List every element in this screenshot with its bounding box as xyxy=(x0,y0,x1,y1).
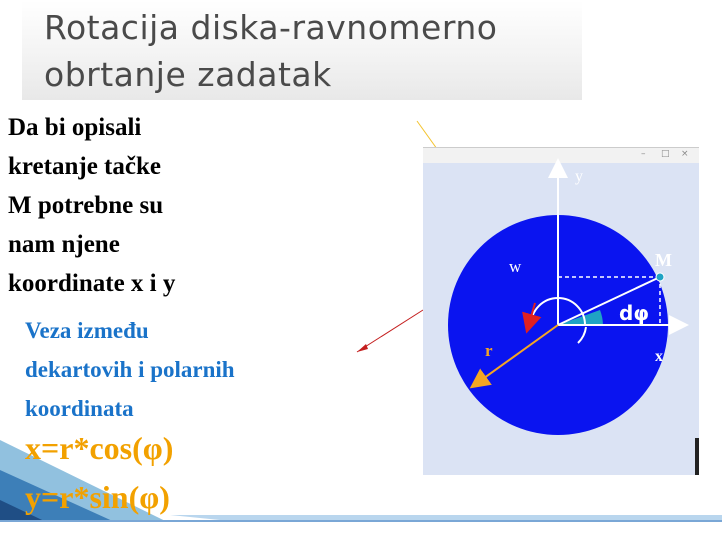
intro-line: kretanje tačke xyxy=(8,153,161,180)
label-y: y xyxy=(575,168,583,185)
relation-line: koordinata xyxy=(25,396,134,421)
slide-title: Rotacija diska-ravnomerno obrtanje zadatak xyxy=(44,8,498,94)
label-w: w xyxy=(509,257,522,276)
formula-y: y=r*sin(φ) xyxy=(25,479,170,515)
relation-line: Veza između xyxy=(25,318,149,343)
intro-line: Da bi opisali xyxy=(8,114,142,141)
relation-line: dekartovih i polarnih xyxy=(25,357,235,382)
label-dphi: dφ xyxy=(619,301,649,325)
intro-line: nam njene xyxy=(8,231,120,258)
intro-line: koordinate x i y xyxy=(8,270,176,297)
intro-line: M potrebne su xyxy=(8,192,164,219)
disk-diagram xyxy=(423,148,699,475)
label-r: r xyxy=(485,341,493,360)
intro-text xyxy=(8,108,278,303)
formula-x: x=r*cos(φ) xyxy=(25,430,174,466)
maximize-icon[interactable]: □ xyxy=(661,149,670,159)
window-edge xyxy=(695,438,699,475)
close-icon[interactable]: × xyxy=(681,149,689,159)
minimize-icon[interactable]: – xyxy=(641,149,646,159)
label-m: M xyxy=(655,250,672,270)
diagram-window xyxy=(423,147,699,475)
label-x: x xyxy=(655,348,663,365)
relation-text xyxy=(25,311,235,428)
point-m xyxy=(656,273,664,281)
